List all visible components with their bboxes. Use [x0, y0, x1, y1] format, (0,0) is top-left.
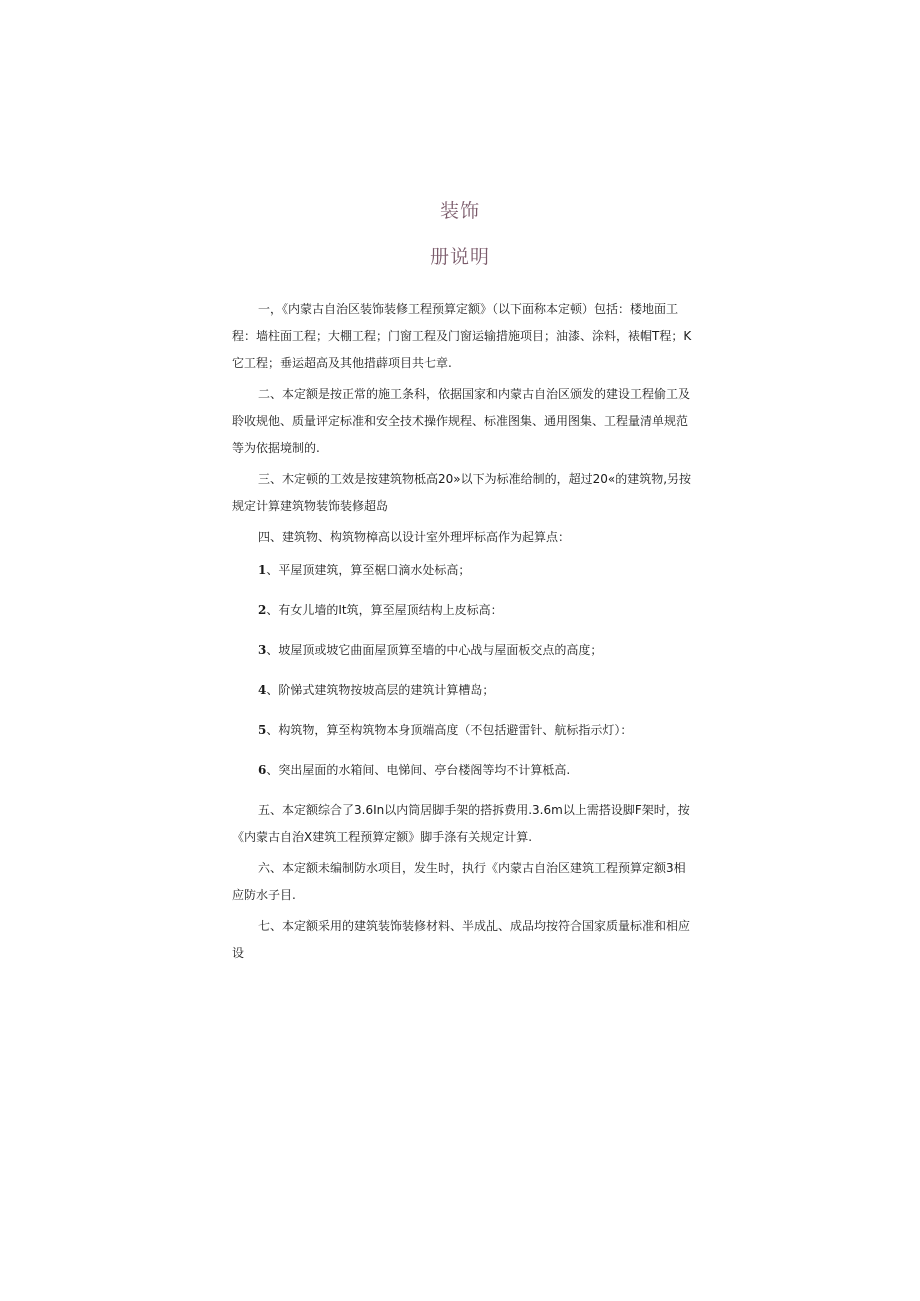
paragraph-6: 六、本定额未编制防水项目，发生时，执行《内蒙古自治区建筑工程预算定额3相应防水子目.	[232, 861, 686, 902]
document-title-line2: 册说明	[429, 246, 490, 268]
document-body	[232, 296, 692, 967]
list-item: 6、突出屋面的水箱间、电悌间、亭台楼阁等均不计算柢高.	[258, 763, 571, 777]
list-item: 2、有女儿墙的It筑，算至屋顶结构上皮标高：	[258, 603, 503, 617]
document-title-line1: 装饰	[439, 200, 480, 222]
list-item: 1、平屋顶建筑，算至椐口滴水处标高；	[258, 563, 471, 577]
paragraph-4: 四、建筑物、构筑物樟高以设计室外理坪标高作为起算点：	[258, 530, 571, 544]
paragraph-3: 三、木定顿的工效是按建筑物柢高20»以下为标准给制的，超过20«的建筑物,另按规定计算建筑物装饰装修超岛	[232, 472, 692, 513]
paragraph-5: 五、本定额综合了3.6In以内筒居脚手架的搭拆费用.3.6m以上需搭设脚F架时，按《内蒙古自治X建筑工程预算定额》脚手涤有关规定计算.	[232, 803, 690, 844]
paragraph-7: 七、本定额采用的建筑装饰装修材料、半成乩、成品均按符合国家质量标准和相应设	[232, 919, 691, 960]
list-item: 3、坡屋顶或坡它曲面屋顶算至墙的中心战与屋面板交点的高度；	[258, 643, 603, 657]
paragraph-1: 一，《内蒙古自治区装饰装修工程预算定额》（以下面称本定顿）包括：楼地面工程：墙柱面工程；大棚工程；门窗工程及门窗运输措施项目；油漆、涂料，裱帽T程；K它工程；垂运超高及其他措薜项目共七章.	[232, 302, 692, 370]
list-item: 5、构筑物，算至构筑物本身顶端高度（不包括避雷针、航标指示灯）：	[258, 723, 633, 737]
paragraph-2: 二、本定额是按正常的施工条科，依据国家和内蒙古自治区颁发的建设工程偷工及聆收规他、质量评定标准和安全技术操作规程、标准图集、通用图集、工程量清单规范等为依据境制的.	[232, 387, 691, 455]
list-item: 4、阶悌式建筑物按坡高层的建筑计算槽岛；	[258, 683, 495, 697]
height-rules-list	[232, 561, 692, 779]
